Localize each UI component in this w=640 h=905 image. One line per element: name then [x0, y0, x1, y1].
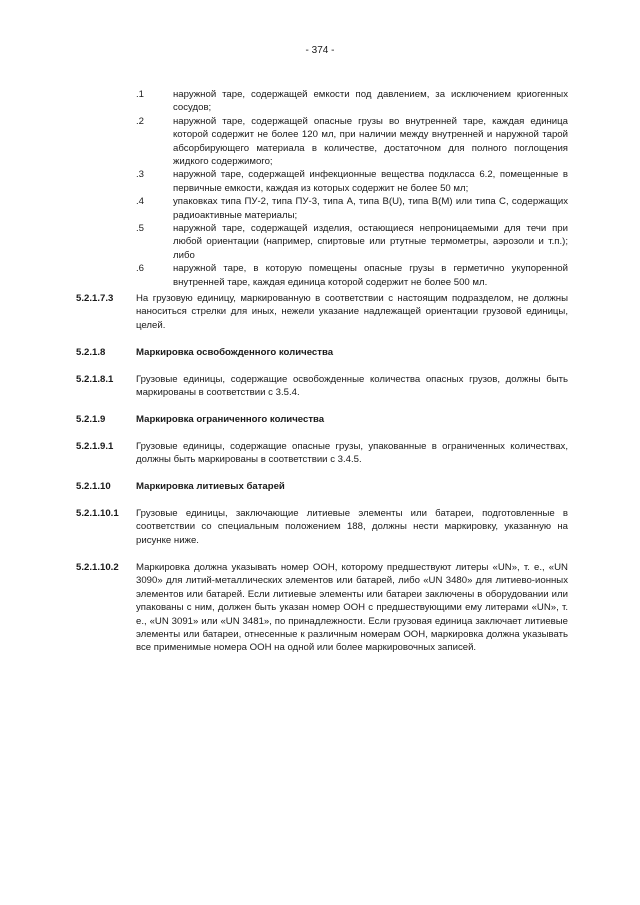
section-number: 5.2.1.10.2 [76, 562, 119, 573]
section-text: Грузовые единицы, содержащие опасные грузы, упакованные в ограниченных количествах, должны быть маркированы в соответствии с 3.4.5. [136, 441, 568, 466]
section-5-2-1-8 [76, 346, 568, 359]
section-5-2-1-7-3 [76, 292, 568, 332]
section-number: 5.2.1.9.1 [76, 441, 114, 452]
list-item-text: наружной таре, содержащей опасные грузы во внутренней таре, каждая единица которой содержит не более 120 мл, при наличии между внутренней и наружной тарой абсорбирующего материала в количестве, достаточном для полного поглощения жидкого содержимого; [173, 115, 568, 168]
list-item-number: .2 [136, 115, 145, 127]
section-number: 5.2.1.8.1 [76, 374, 114, 385]
section-number: 5.2.1.8 [76, 347, 106, 358]
list-item-number: .6 [136, 263, 145, 275]
section-number: 5.2.1.10 [76, 481, 111, 492]
list-item [136, 195, 568, 222]
section-text: На грузовую единицу, маркированную в соответствии с настоящим подразделом, не должны наноситься стрелки для иных, нежели указание надлежащей ориентации грузовой единицы, целей. [136, 293, 568, 331]
section-text: Грузовые единицы, заключающие литиевые элементы или батареи, подготовленные в соответствии со специальным положением 188, должны нести маркировку, указанную на рисунке ниже. [136, 508, 568, 546]
section-5-2-1-10-1 [76, 507, 568, 547]
section-5-2-1-9 [76, 413, 568, 426]
list-item [136, 222, 568, 262]
list-item-text: наружной таре, содержащей изделия, остающиеся непроницаемыми для течи при любой ориентации (например, спиртовые или ртутные термометры, аэрозоли и т.п.); либо [173, 223, 568, 261]
list-item-text: упаковках типа ПУ-2, типа ПУ-3, типа A, типа B(U), типа B(M) или типа C, содержащих радиоактивные материалы; [173, 196, 568, 221]
section-text: Маркировка должна указывать номер ООН, которому предшествуют литеры «UN», т. е., «UN 3090» для литий-металлических элементов или батарей, либо «UN 3480» для литиево-ионных элементов или батарей. Если литиевые элементы или батареи заключены в оборудовании или упакованы с ним, должен быть указан номер ООН с предшествующими ему литерами «UN», т. е., «UN 3091» или «UN 3481», по принадлежности. Если грузовая единица заключает литиевые элементы или батареи, отнесенные к различным номерам ООН, маркировка должна указывать все применимые номера ООН на одной или более маркировочных записей. [136, 562, 568, 654]
list-item-text: наружной таре, содержащей инфекционные вещества подкласса 6.2, помещенные в первичные емкости, каждая из которых содержит не более 50 мл; [173, 169, 568, 194]
section-heading: Маркировка литиевых батарей [136, 481, 285, 492]
section-number: 5.2.1.9 [76, 414, 106, 425]
section-number: 5.2.1.7.3 [76, 293, 114, 304]
page-number: - 374 - [305, 45, 335, 56]
section-5-2-1-10 [76, 480, 568, 493]
list-item-number: .3 [136, 169, 145, 181]
list-item-number: .5 [136, 223, 145, 235]
section-5-2-1-8-1 [76, 373, 568, 400]
list-item [136, 262, 568, 289]
list-item-text: наружной таре, содержащей емкости под давлением, за исключением криогенных сосудов; [173, 89, 568, 114]
section-number: 5.2.1.10.1 [76, 508, 119, 519]
packaging-list [136, 88, 568, 289]
section-5-2-1-9-1 [76, 440, 568, 467]
list-item [136, 88, 568, 115]
list-item-number: .1 [136, 89, 145, 100]
section-heading: Маркировка освобожденного количества [136, 347, 334, 358]
list-item-text: наружной таре, в которую помещены опасные грузы в герметично укупоренной внутренней таре, каждая единица которой содержит не более 500 мл. [173, 263, 568, 288]
list-item [136, 168, 568, 195]
section-5-2-1-10-2 [76, 561, 568, 655]
list-item-number: .4 [136, 196, 145, 208]
list-item [136, 115, 568, 169]
section-heading: Маркировка ограниченного количества [136, 414, 325, 425]
section-text: Грузовые единицы, содержащие освобожденные количества опасных грузов, должны быть маркированы в соответствии с 3.5.4. [136, 374, 568, 399]
